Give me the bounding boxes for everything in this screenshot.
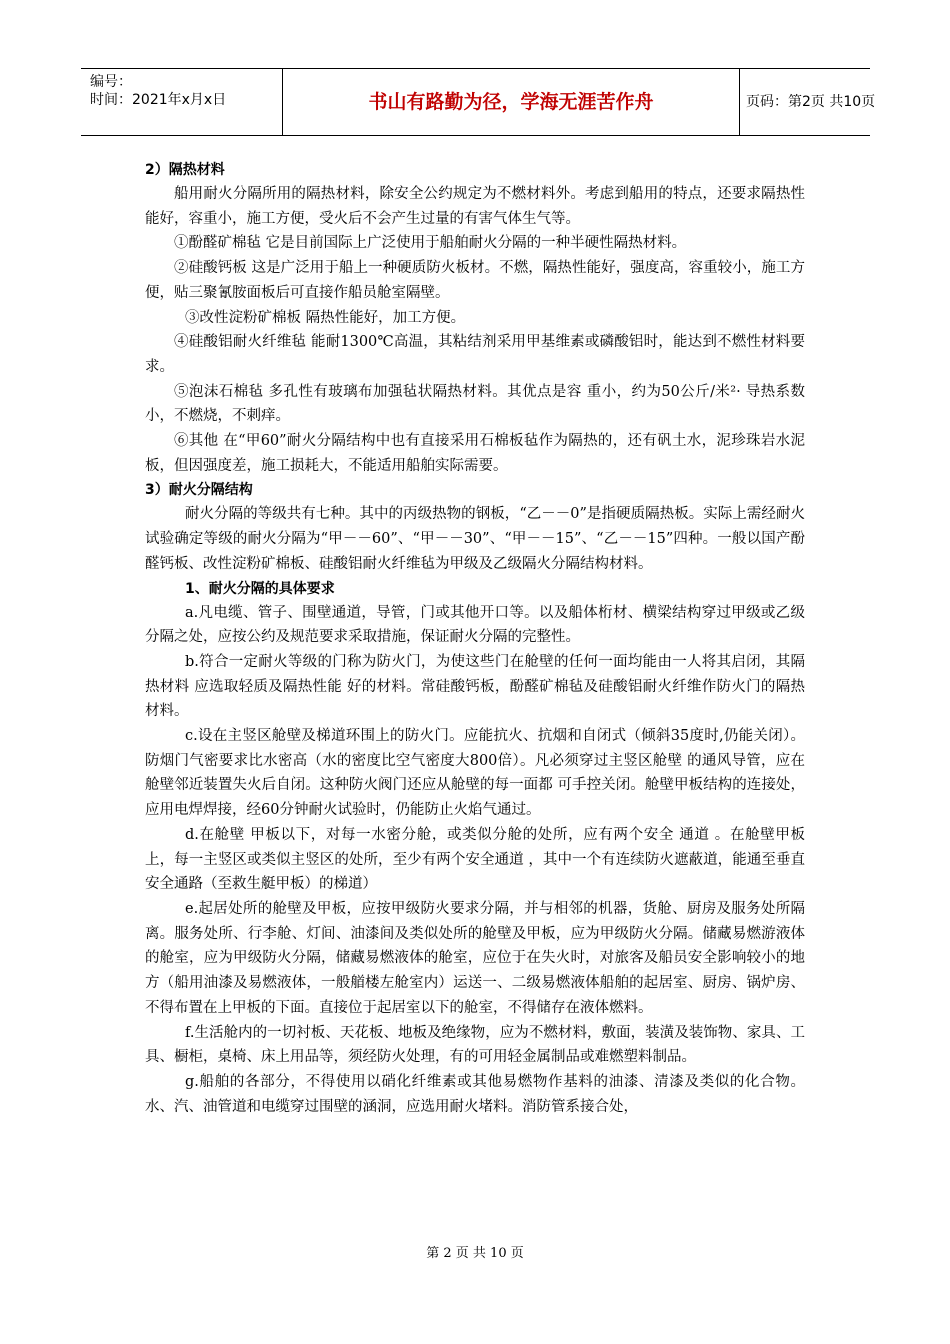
paragraph: ⑤泡沫石棉毡 多孔性有玻璃布加强毡状隔热材料。其优点是容 重小，约为50公斤/米²· 导热系数小，不燃烧，不刺痒。: [145, 383, 805, 425]
header-info-cell: [81, 69, 282, 135]
list-item: f.生活舱内的一切衬板、天花板、地板及绝缘物，应为不燃材料，敷面，装潢及装饰物、家具、工具、橱柜，桌椅、床上用品等，须经防火处理，有的可用轻金属制品或难燃塑料制品。: [145, 1024, 805, 1066]
page-header: [81, 68, 876, 136]
header-motto: 书山有路勤为径，学海无涯苦作舟: [368, 91, 654, 113]
document-body: [145, 158, 805, 1119]
header-page-cell: [739, 69, 876, 135]
document-number-label: 编号：: [90, 74, 132, 90]
paragraph: ③改性淀粉矿棉板 隔热性能好，加工方便。: [185, 309, 466, 326]
subsection-heading: 1、耐火分隔的具体要求: [185, 580, 335, 597]
list-item: a.凡电缆、管子、围壁通道，导管，门或其他开口等。以及船体桁材、横梁结构穿过甲级或乙级分隔之处，应按公约及规范要求采取措施，保证耐火分隔的完整性。: [145, 604, 805, 646]
list-item: b.符合一定耐火等级的门称为防火门，为使这些门在舱壁的任何一面均能由一人将其启闭，其隔热材料 应选取轻质及隔热性能 好的材料。常硅酸钙板，酚醛矿棉毡及硅酸铝耐火纤维作防火门的隔热材料。: [145, 653, 805, 720]
paragraph: ④硅酸铝耐火纤维毡 能耐1300℃高温，其粘结剂采用甲基维素或磷酸铝时，能达到不燃性材料要求。: [145, 334, 805, 375]
paragraph: 耐火分隔的等级共有七种。其中的丙级热物的钢板，“乙－－0”是指硬质隔热板。实际上需经耐火试验确定等级的耐火分隔为“甲－－60”、“甲－－30”、“甲－－15”、“乙－－15”四种。一般以国产酚醛钙板、改性淀粉矿棉板、硅酸铝耐火纤维毡为甲级及乙级隔火分隔结构材料。: [145, 506, 805, 572]
page-footer: 第 2 页 共 10 页: [426, 1246, 524, 1261]
document-date-label: 时间：2021年x月x日: [90, 92, 227, 108]
section-heading-insulation: 2）隔热材料: [145, 162, 225, 178]
list-item: c.设在主竖区舱壁及梯道环围上的防火门。应能抗火、抗烟和自闭式（倾斜35度时,仍能关闭）。防烟门气密要求比水密高（水的密度比空气密度大800倍）。凡必须穿过主竖区舱壁 的通风导管，应在舱壁邻近装置失火后自闭。这种防火阀门还应从舱壁的每一面都 可手控关闭。舱壁甲板结构的连接处，应用电焊焊接，经60分钟耐火试验时，仍能防止火焰气通过。: [145, 728, 805, 819]
paragraph: ①酚醛矿棉毡 它是目前国际上广泛使用于船舶耐火分隔的一种半硬性隔热材料。: [174, 235, 687, 252]
header-motto-cell: [282, 69, 740, 135]
list-item: e.起居处所的舱壁及甲板，应按甲级防火要求分隔，并与相邻的机器，货舱、厨房及服务处所隔离。服务处所、行李舱、灯间、油漆间及类似处所的舱壁及甲板，应为甲级防火分隔。储藏易燃游液体的舱室，应为甲级防火分隔，储藏易燃液体的舱室，应位于在失火时，对旅客及船员安全影响较小的地方（船用油漆及易燃液体，一般艏楼左舱室内）运送一、二级易燃液体船舶的起居室、厨房、锅炉房、不得布置在上甲板的下面。直接位于起居室以下的舱室，不得储存在液体燃料。: [145, 900, 805, 1016]
header-page-code: 页码：第2页 共10页: [746, 94, 876, 110]
section-heading-fire-division: 3）耐火分隔结构: [145, 482, 253, 499]
paragraph: ⑥其他 在“甲60”耐火分隔结构中也有直接采用石棉板毡作为隔热的，还有矾土水，泥珍珠岩水泥板，但因强度差，施工损耗大，不能适用船舶实际需要。: [145, 433, 805, 474]
paragraph: ②硅酸钙板 这是广泛用于船上一种硬质防火板材。不燃，隔热性能好，强度高，容重较小，施工方便，贴三聚氰胺面板后可直接作船员舱室隔壁。: [145, 260, 805, 301]
list-item: g.船舶的各部分，不得使用以硝化纤维素或其他易燃物作基料的油漆、清漆及类似的化合物。水、汽、油管道和电缆穿过围壁的涵洞，应选用耐火堵料。消防管系接合处，: [145, 1073, 805, 1115]
paragraph: 船用耐火分隔所用的隔热材料，除安全公约规定为不燃材料外。考虑到船用的特点，还要求隔热性能好，容重小，施工方便，受火后不会产生过量的有害气体生气等。: [145, 186, 805, 227]
list-item: d.在舱壁 甲板以下，对每一水密分舱，或类似分舱的处所，应有两个安全 通道 。在舱壁甲板上，每一主竖区或类似主竖区的处所，至少有两个安全通道 ，其中一个有连续防火遮蔽道，能通至垂直安全通路（至救生艇甲板）的梯道）: [145, 826, 805, 893]
